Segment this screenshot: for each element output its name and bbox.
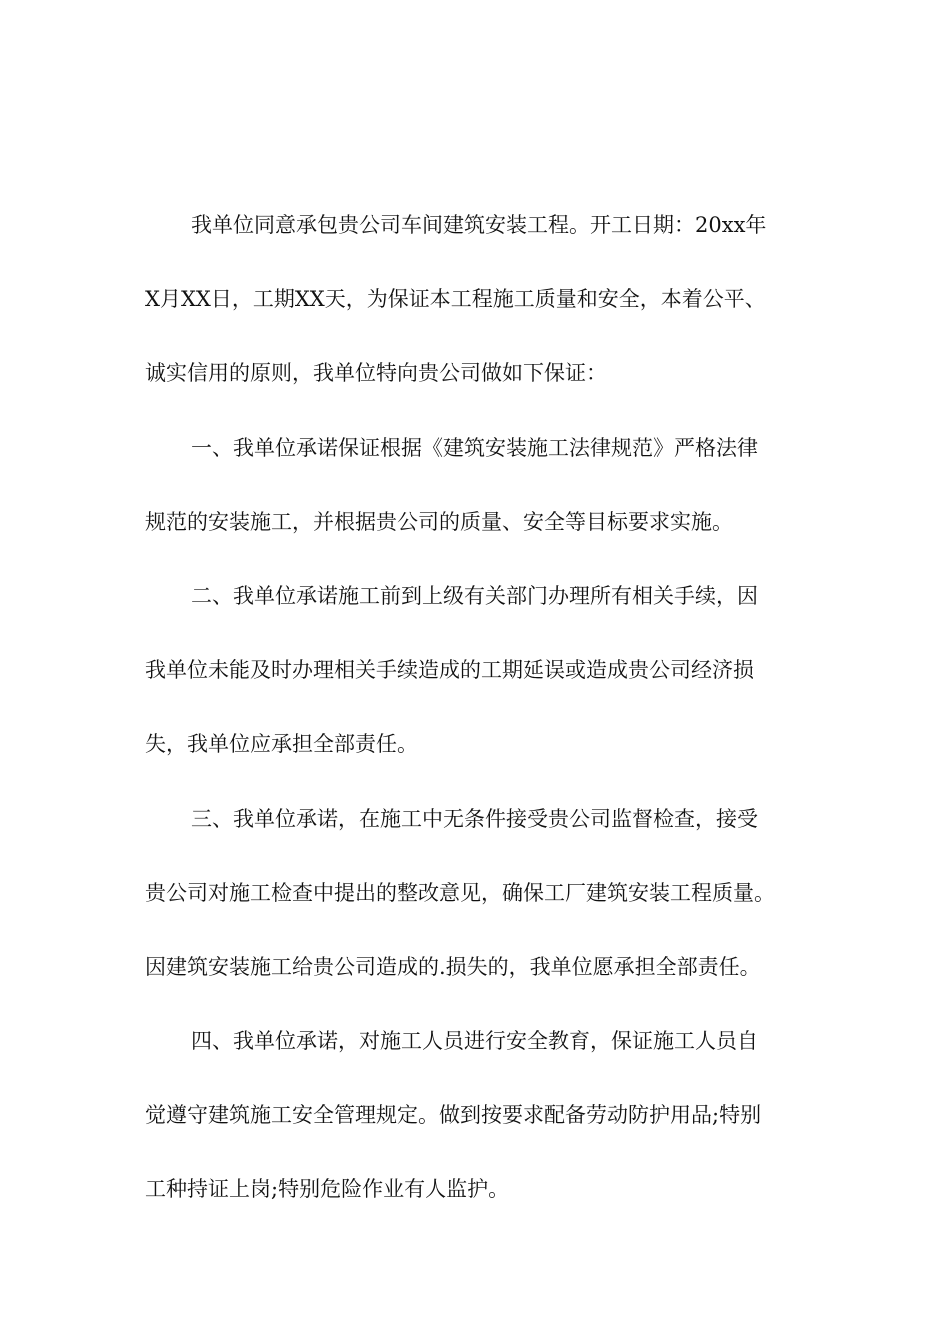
clause-3-line-2: 贵公司对施工检查中提出的整改意见，确保工厂建筑安装工程质量。: [145, 880, 775, 905]
clause-3-line-1: 三、我单位承诺，在施工中无条件接受贵公司监督检查，接受: [191, 806, 758, 831]
clause-2-line-1: 二、我单位承诺施工前到上级有关部门办理所有相关手续，因: [191, 583, 758, 608]
document-body: [145, 200, 820, 1239]
clause-1-line-2: 规范的安装施工，并根据贵公司的质量、安全等目标要求实施。: [145, 509, 733, 534]
paragraph-intro-line-2: X月XX日，工期XX天，为保证本工程施工质量和安全，本着公平、: [145, 287, 766, 312]
clause-1-line-1: 一、我单位承诺保证根据《建筑安装施工法律规范》严格法律: [191, 435, 758, 460]
clause-4-line-3: 工种持证上岗;特别危险作业有人监护。: [145, 1177, 510, 1202]
paragraph-intro-line-3: 诚实信用的原则，我单位特向贵公司做如下保证：: [145, 361, 607, 386]
clause-4-line-2: 觉遵守建筑施工安全管理规定。做到按要求配备劳动防护用品;特别: [145, 1103, 762, 1128]
clause-2-line-3: 失，我单位应承担全部责任。: [145, 732, 418, 757]
clause-4-line-1: 四、我单位承诺，对施工人员进行安全教育，保证施工人员自: [191, 1029, 758, 1054]
clause-2-line-2: 我单位未能及时办理相关手续造成的工期延误或造成贵公司经济损: [145, 658, 754, 683]
paragraph-intro-line-1: 我单位同意承包贵公司车间建筑安装工程。开工日期：20xx年: [191, 213, 767, 237]
clause-3-line-3: 因建筑安装施工给贵公司造成的.损失的，我单位愿承担全部责任。: [145, 954, 761, 979]
